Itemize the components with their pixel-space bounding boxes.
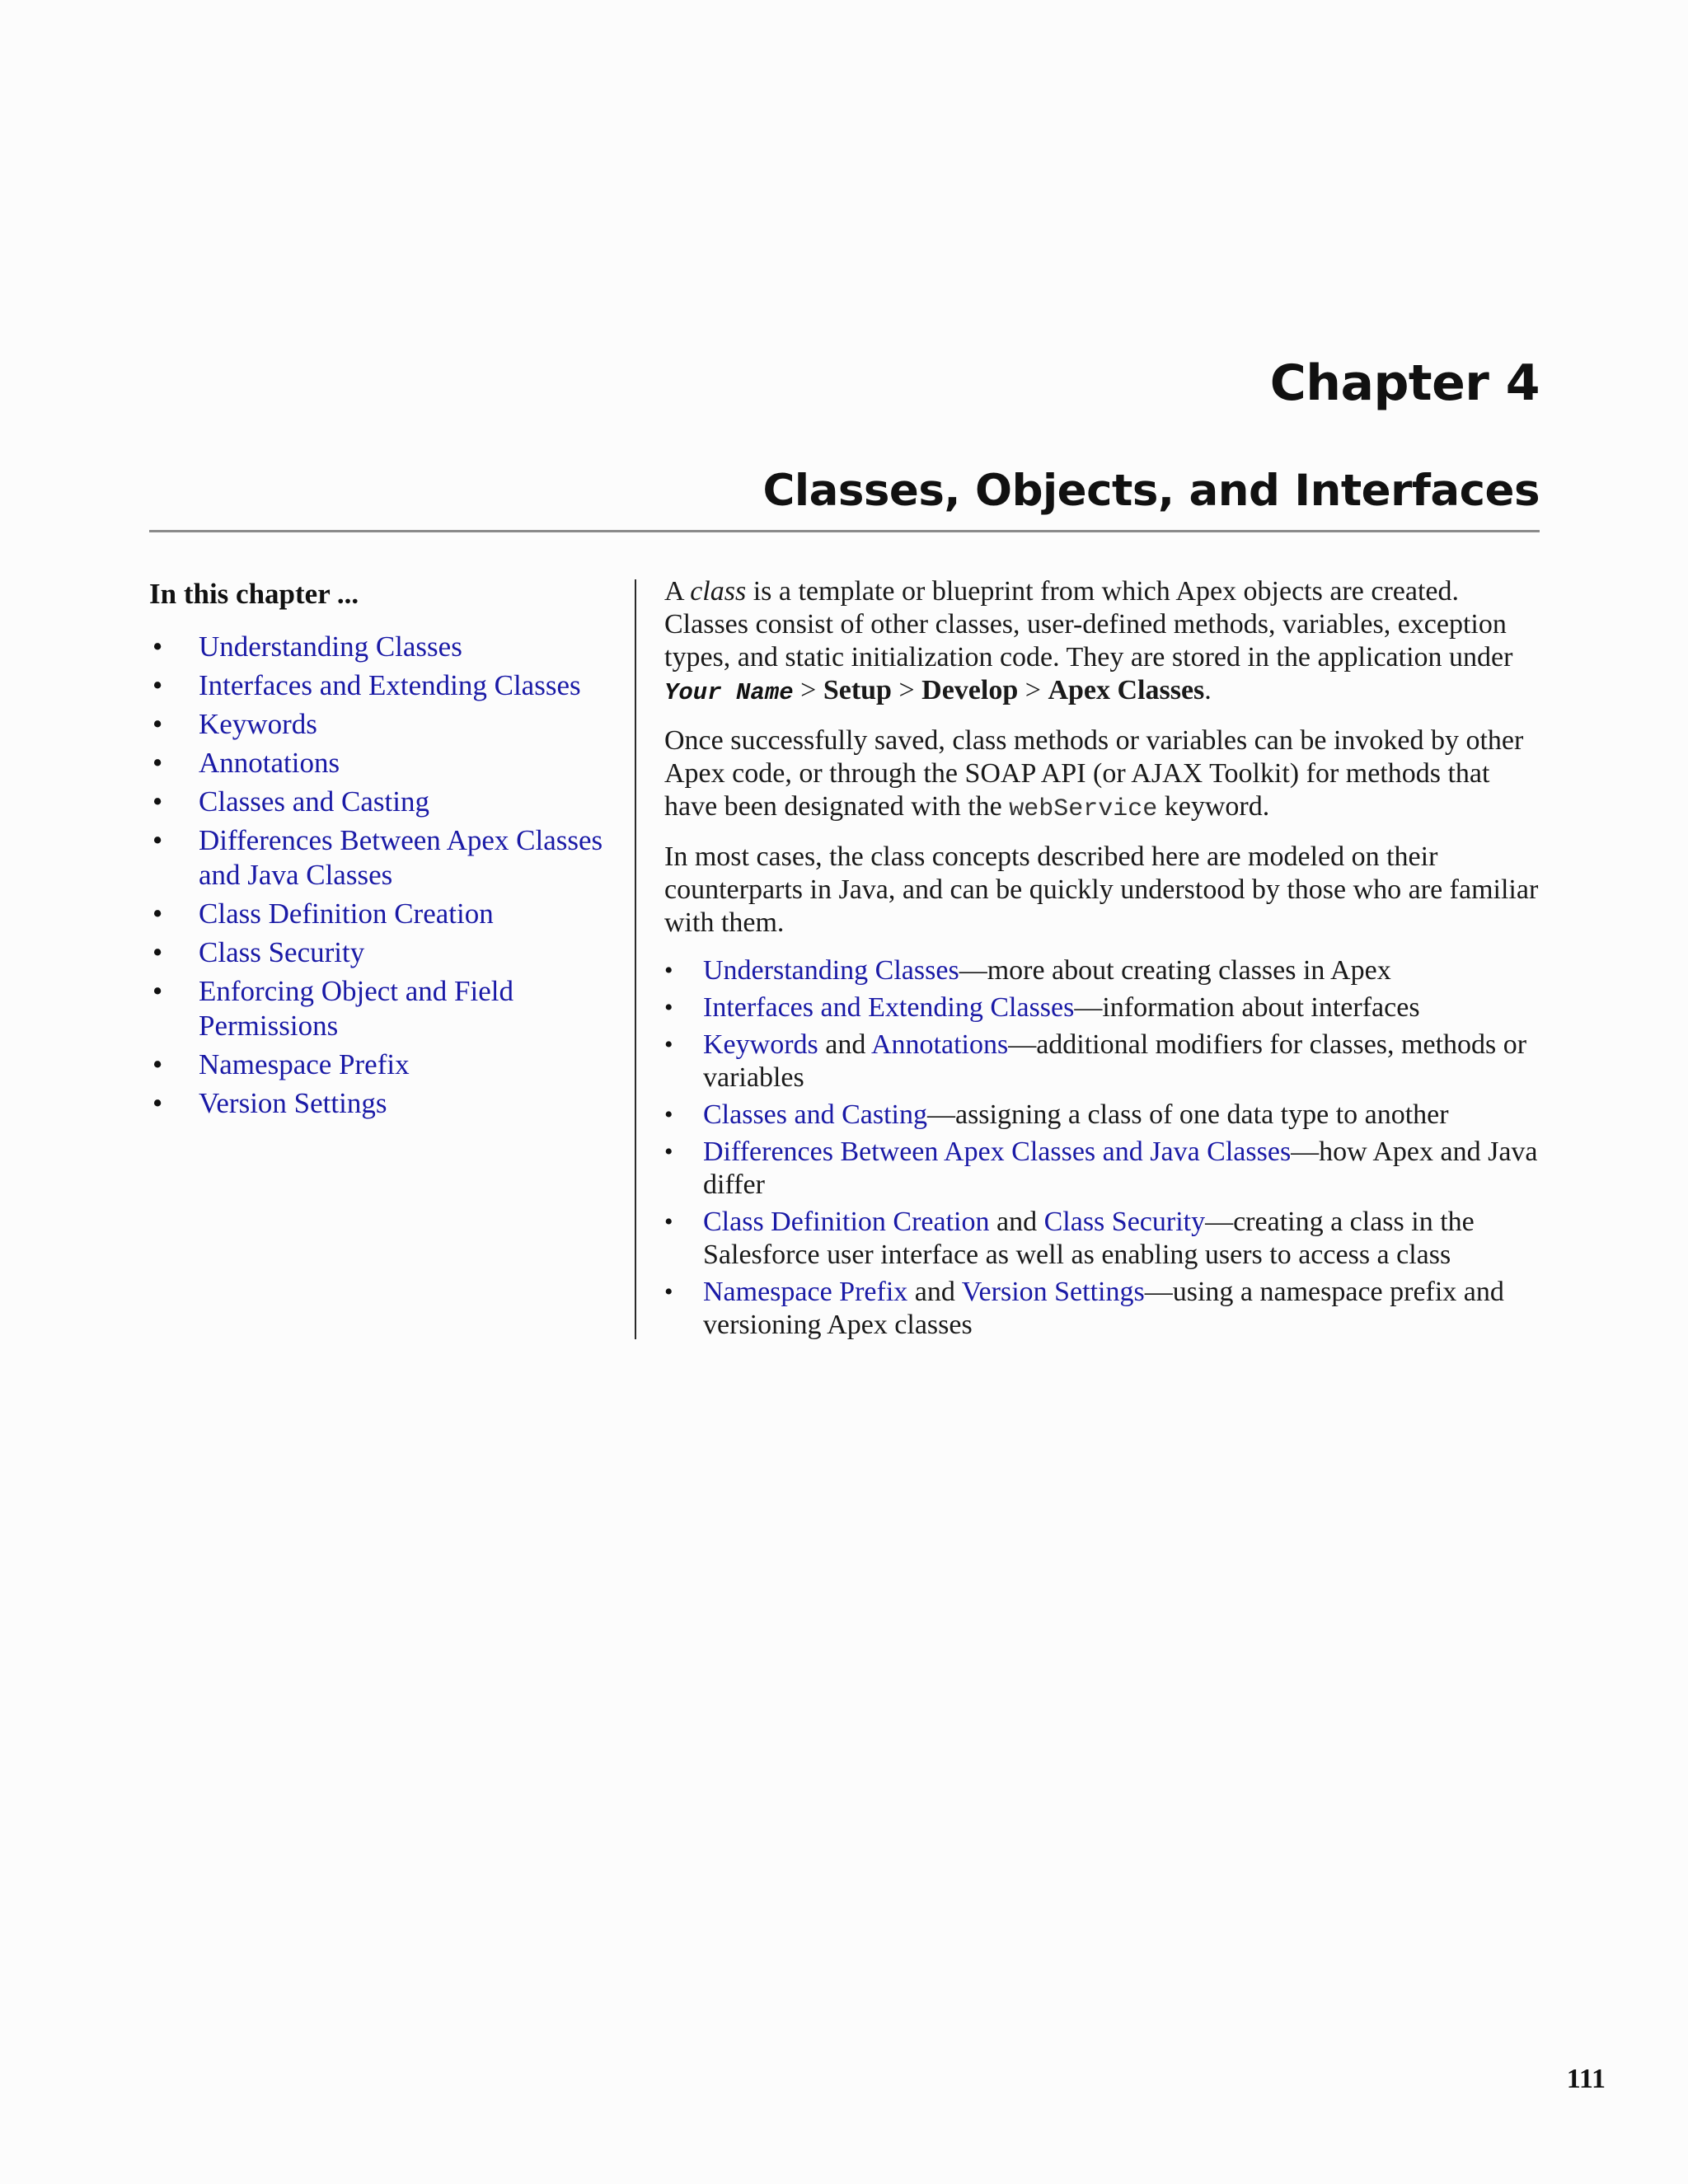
title-divider [149,530,1540,532]
code-webservice: webService [1009,795,1158,823]
sidebar-link-class-security[interactable]: Class Security [199,936,365,968]
menu-path-develop: Develop [921,675,1019,705]
menu-path-your-name: Your Name [664,679,794,706]
summary-link-annotations[interactable]: Annotations [870,1029,1009,1060]
bullet-icon: • [664,994,673,1021]
list-item [149,668,619,703]
bullet-icon: • [664,1208,673,1235]
list-item [664,991,1543,1024]
term-class: class [690,576,747,607]
text-run: is a template or blueprint from which Apex objects are created. Classes consist of other classes, user-defined methods, variables, exception types, and static initialization code. They are stored in the application under [664,576,1513,673]
summary-description: —additional modifiers for classes, methods or variables [703,1029,1527,1093]
list-item [149,1047,619,1082]
chapter-intro [664,575,1543,1346]
text-run: . [1204,675,1212,705]
list-item [149,935,619,970]
bullet-icon: • [152,630,163,663]
list-item [149,630,619,664]
bullet-icon: • [664,1031,673,1058]
path-separator: > [891,675,922,705]
bullet-icon: • [664,1138,673,1165]
text-run: keyword. [1157,791,1270,822]
list-item [664,1276,1543,1342]
menu-path-apex-classes: Apex Classes [1048,675,1205,705]
page-number: 111 [1566,2064,1606,2094]
summary-link-understanding-classes[interactable]: Understanding Classes [703,955,959,986]
sidebar-link-differences[interactable]: Differences Between Apex Classes and Java Classes [199,824,603,891]
summary-joiner: and [907,1277,962,1307]
list-item [664,1029,1543,1094]
list-item [149,897,619,931]
summary-link-interfaces[interactable]: Interfaces and Extending Classes [703,992,1075,1023]
summary-description: —creating a class in the Salesforce user interface as well as enabling users to access a class [703,1207,1475,1270]
summary-description: —assigning a class of one data type to another [926,1099,1449,1130]
intro-paragraph-2 [664,724,1543,826]
sidebar-link-version-settings[interactable]: Version Settings [199,1087,387,1119]
summary-link-class-definition[interactable]: Class Definition Creation [703,1207,990,1237]
summary-link-version-settings[interactable]: Version Settings [961,1277,1145,1307]
summary-link-keywords[interactable]: Keywords [703,1029,818,1060]
summary-link-namespace-prefix[interactable]: Namespace Prefix [703,1277,908,1307]
column-divider [635,579,636,1339]
menu-path-setup: Setup [823,675,892,705]
bullet-icon: • [152,785,163,818]
bullet-icon: • [152,936,163,968]
bullet-icon: • [152,747,163,779]
chapter-contents-sidebar [149,575,619,1125]
sidebar-link-namespace-prefix[interactable]: Namespace Prefix [199,1048,410,1080]
path-separator: > [793,675,823,705]
path-separator: > [1018,675,1048,705]
intro-paragraph-3: In most cases, the class concepts described here are modeled on their counterparts in Java, and can be quickly understood by those who are familiar with them. [664,841,1539,938]
list-item [149,746,619,780]
sidebar-link-annotations[interactable]: Annotations [199,747,340,779]
bullet-icon: • [664,1278,673,1305]
text-run: Once successfully saved, class methods or variables can be invoked by other Apex code, or through the SOAP API (or AJAX Toolkit) for methods that have been designated with the [664,725,1524,822]
summary-description: —information about interfaces [1074,992,1420,1023]
bullet-icon: • [152,898,163,930]
bullet-icon: • [664,1101,673,1128]
list-item [664,954,1543,987]
sidebar-heading: In this chapter ... [149,578,359,610]
summary-description: —how Apex and Java differ [703,1137,1538,1200]
summary-link-classes-casting[interactable]: Classes and Casting [703,1099,927,1130]
list-item [664,1099,1543,1132]
summary-link-differences[interactable]: Differences Between Apex Classes and Java Classes [703,1137,1292,1167]
list-item [149,823,619,893]
list-item [664,1206,1543,1272]
sidebar-link-understanding-classes[interactable]: Understanding Classes [199,630,462,663]
list-item [149,785,619,819]
bullet-icon: • [664,957,673,984]
summary-joiner: and [818,1029,871,1060]
intro-paragraph-1 [664,575,1543,710]
summary-list [664,954,1543,1342]
chapter-number: Chapter 4 [1269,354,1540,412]
bullet-icon: • [152,824,163,856]
sidebar-link-classes-casting[interactable]: Classes and Casting [199,785,429,818]
sidebar-link-class-definition[interactable]: Class Definition Creation [199,898,494,930]
sidebar-link-enforcing-permissions[interactable]: Enforcing Object and Field Permissions [199,975,513,1042]
sidebar-link-interfaces[interactable]: Interfaces and Extending Classes [199,669,581,701]
list-item [149,707,619,742]
bullet-icon: • [152,975,163,1007]
list-item [664,1136,1543,1202]
bullet-icon: • [152,1087,163,1119]
chapter-contents-list [149,630,619,1121]
chapter-title: Classes, Objects, and Interfaces [762,466,1540,516]
text-run: A [664,576,691,607]
list-item [149,1086,619,1121]
summary-joiner: and [989,1207,1044,1237]
bullet-icon: • [152,669,163,701]
bullet-icon: • [152,1048,163,1080]
sidebar-link-keywords[interactable]: Keywords [199,708,317,740]
list-item [149,974,619,1043]
summary-description: —more about creating classes in Apex [959,955,1391,986]
summary-link-class-security[interactable]: Class Security [1043,1207,1206,1237]
bullet-icon: • [152,708,163,740]
summary-description: —using a namespace prefix and versioning Apex classes [703,1277,1504,1340]
